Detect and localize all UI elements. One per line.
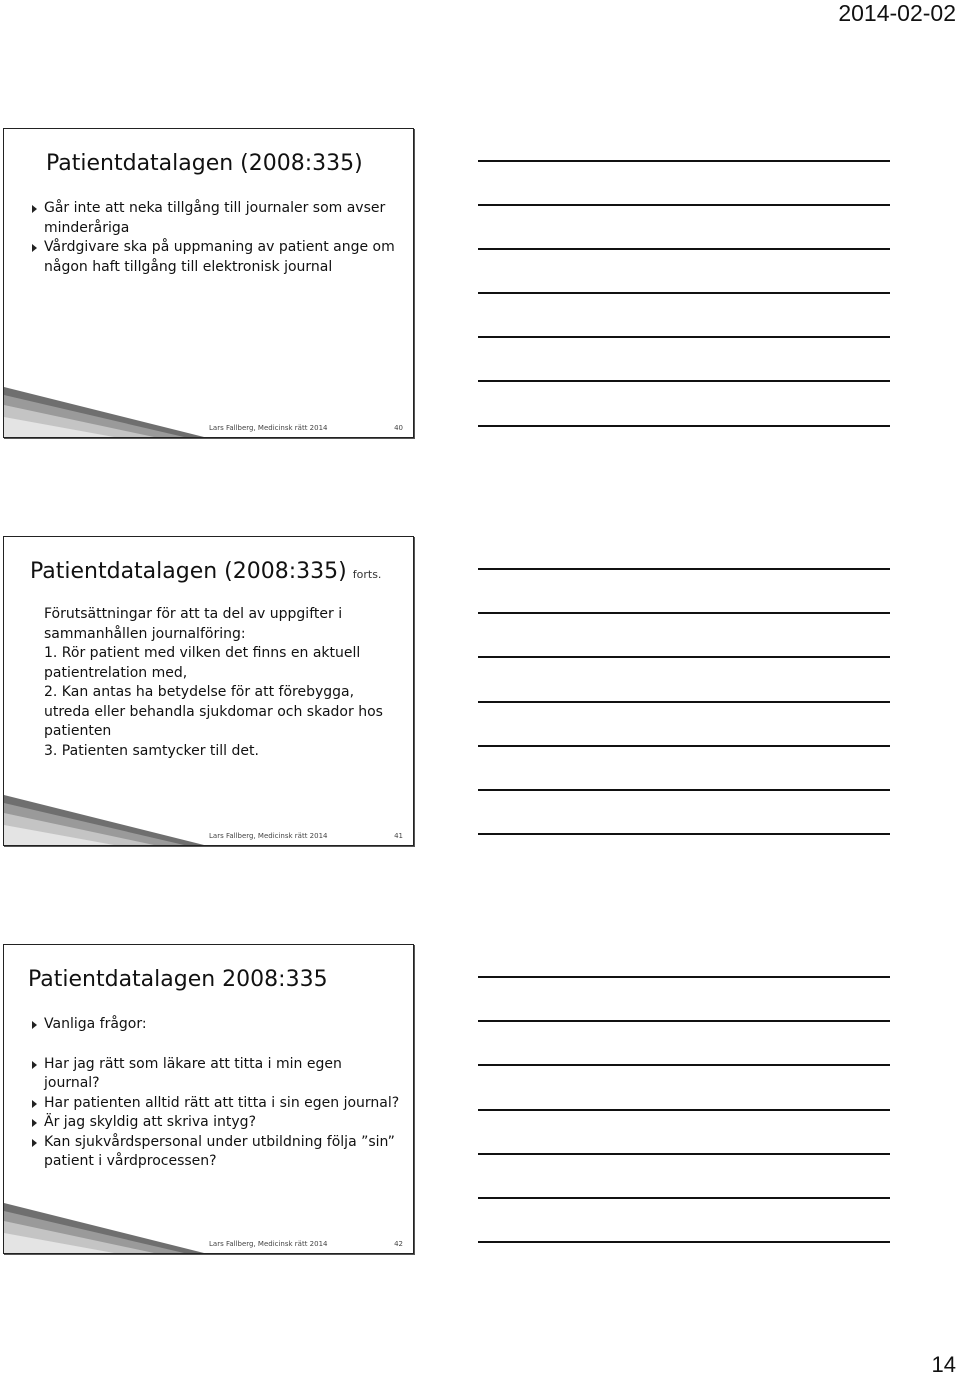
bullet-arrow-icon xyxy=(32,1021,37,1029)
slide-body xyxy=(30,199,400,277)
note-line xyxy=(478,1197,890,1199)
bullet-arrow-icon xyxy=(32,205,37,213)
note-line xyxy=(478,248,890,250)
note-line xyxy=(478,1109,890,1111)
note-line xyxy=(478,1064,890,1066)
bullet-arrow-icon xyxy=(32,244,37,252)
page-date: 2014-02-02 xyxy=(838,0,956,26)
bullet-arrow-icon xyxy=(32,1119,37,1127)
slide-40 xyxy=(3,128,414,438)
note-line xyxy=(478,380,890,382)
footer-wedge-decoration xyxy=(4,387,204,437)
footer-credit: Lars Fallberg, Medicinsk rätt 2014 xyxy=(209,1240,328,1248)
footer-credit: Lars Fallberg, Medicinsk rätt 2014 xyxy=(209,832,328,840)
note-line xyxy=(478,789,890,791)
bullet-item: Har jag rätt som läkare att titta i min egen journal? xyxy=(30,1055,400,1094)
note-line xyxy=(478,292,890,294)
bullet-item: Kan sjukvårdspersonal under utbildning följa ”sin” patient i vårdprocessen? xyxy=(30,1133,400,1172)
slide-number: 41 xyxy=(394,832,403,840)
note-line xyxy=(478,204,890,206)
footer-wedge-decoration xyxy=(4,795,204,845)
slide-body xyxy=(30,605,400,761)
note-line xyxy=(478,701,890,703)
text-item: 3. Patienten samtycker till det. xyxy=(44,742,259,759)
slide-title: Patientdatalagen 2008:335 xyxy=(28,967,328,992)
note-line xyxy=(478,336,890,338)
bullet-item: Har patienten alltid rätt att titta i sin egen journal? xyxy=(30,1094,400,1114)
page-number: 14 xyxy=(931,1352,956,1377)
note-line xyxy=(478,160,890,162)
note-line xyxy=(478,833,890,835)
note-line xyxy=(478,656,890,658)
bullet-arrow-icon xyxy=(32,1100,37,1108)
slide-footer xyxy=(4,1203,413,1253)
slide-title: Patientdatalagen (2008:335) xyxy=(46,151,363,176)
footer-wedge-decoration xyxy=(4,1203,204,1253)
note-line xyxy=(478,745,890,747)
title-suffix: forts. xyxy=(352,568,382,581)
text-item: Förutsättningar för att ta del av uppgifter i sammanhållen journalföring: xyxy=(44,606,343,642)
slide-number: 40 xyxy=(394,424,403,432)
spacer xyxy=(30,1035,400,1055)
bullet-item: Är jag skyldig att skriva intyg? xyxy=(30,1113,400,1133)
note-line xyxy=(478,612,890,614)
slide-footer xyxy=(4,795,413,845)
note-line xyxy=(478,1020,890,1022)
footer-credit: Lars Fallberg, Medicinsk rätt 2014 xyxy=(209,424,328,432)
note-line xyxy=(478,1153,890,1155)
bullet-arrow-icon xyxy=(32,1139,37,1147)
text-item: 2. Kan antas ha betydelse för att förebygga, utreda eller behandla sjukdomar och skador hos patienten xyxy=(44,684,383,739)
note-line xyxy=(478,425,890,427)
slide-body xyxy=(30,1015,400,1172)
slide-title: Patientdatalagen (2008:335) forts. xyxy=(30,559,382,584)
note-line xyxy=(478,1241,890,1243)
bullet-item: Går inte att neka tillgång till journaler som avser minderåriga xyxy=(30,199,400,238)
note-line xyxy=(478,568,890,570)
bullet-item: Vårdgivare ska på uppmaning av patient ange om någon haft tillgång till elektronisk journal xyxy=(30,238,400,277)
slide-footer xyxy=(4,387,413,437)
slide-41 xyxy=(3,536,414,846)
slide-number: 42 xyxy=(394,1240,403,1248)
bullet-item: Vanliga frågor: xyxy=(30,1015,400,1035)
text-item: 1. Rör patient med vilken det finns en aktuell patientrelation med, xyxy=(44,645,361,681)
bullet-arrow-icon xyxy=(32,1061,37,1069)
slide-42 xyxy=(3,944,414,1254)
note-line xyxy=(478,976,890,978)
